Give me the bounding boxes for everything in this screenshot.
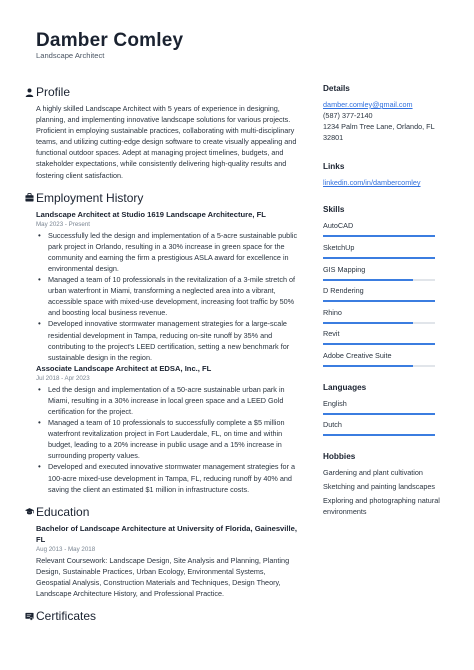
skills-list — [323, 220, 451, 371]
language-name: English — [323, 398, 347, 408]
degree-title: Bachelor of Landscape Architecture at University of Florida, Gainesville, FL — [36, 523, 297, 544]
skill-bar-fill — [323, 322, 413, 324]
main-column — [22, 84, 300, 627]
coursework-text: Relevant Coursework: Landscape Design, Site Analysis and Planning, Planting Design, Sustainable Practices, Urban Ecology, Environmental Systems, Geospatial Analysis, Construction Materials and Techniques, Design Theory, Landscape Architecture History, and Professional Practice. — [36, 555, 290, 598]
language-item — [323, 398, 451, 420]
hobby-item: Exploring and photographing natural environments — [323, 496, 440, 517]
language-item — [323, 419, 451, 441]
job-title: Associate Landscape Architect at EDSA, Inc., FL — [36, 363, 212, 373]
skill-name: Revit — [323, 329, 340, 339]
skill-bar — [323, 257, 435, 259]
skills-heading: Skills — [323, 205, 345, 215]
skill-bar — [323, 300, 435, 302]
profile-text: A highly skilled Landscape Architect with 5 years of experience in designing, planning, and implementing innovative landscape solutions for various projects. Proficient in employing sustainable practices, collaborating with multi-disciplinary teams, and utilizing cutting-edge design software to create visually appealing and functional outdoor spaces. Adept at managing project timelines, budgets, and stakeholder expectations, while consistently delivering high-quality results and fostering client satisfaction. — [36, 104, 297, 180]
skill-item — [323, 264, 451, 286]
skill-bar-fill — [323, 300, 435, 302]
skill-bar — [323, 235, 435, 237]
language-bar-fill — [323, 413, 435, 415]
address-text: 1234 Palm Tree Lane, Orlando, FL 32801 — [323, 122, 435, 143]
hobby-item: Sketching and painting landscapes — [323, 481, 436, 491]
job-bullet: • Successfully led the design and implementation of a 5-acre sustainable public park project in Orlando, resulting in a 30% increase in green space for the community and earning the firm a prestigious ASLA award for excellence in environmental design. — [48, 230, 300, 274]
skill-item — [323, 285, 451, 307]
job-dates: May 2023 - Present — [36, 220, 90, 228]
skill-name: AutoCAD — [323, 221, 354, 231]
skill-bar — [323, 365, 435, 367]
details-heading: Details — [323, 84, 350, 93]
name-heading: Damber Comley — [36, 30, 184, 51]
hobby-item: Gardening and plant cultivation — [323, 467, 423, 477]
skill-name: D Rendering — [323, 286, 364, 296]
job-bullet: • Led the design and implementation of a 50-acre sustainable urban park in Miami, resulting in a 30% increase in local green space and a LEED Gold certification for the project. — [48, 384, 300, 417]
certificates-section — [22, 608, 300, 624]
skill-name: Adobe Creative Suite — [323, 351, 392, 361]
employment-heading: Employment History — [36, 190, 144, 205]
skill-bar-fill — [323, 257, 435, 259]
sidebar-column — [323, 84, 451, 520]
job-title: Landscape Architect at Studio 1619 Landscape Architecture, FL — [36, 209, 266, 219]
skill-bar-fill — [323, 235, 435, 237]
employment-section — [22, 190, 300, 495]
linkedin-link[interactable]: linkedin.com/in/dambercomley — [323, 178, 421, 188]
person-icon — [22, 88, 36, 97]
skill-bar-fill — [323, 279, 413, 281]
job-entry — [22, 363, 300, 495]
skill-name: SketchUp — [323, 243, 355, 253]
skill-item — [323, 242, 451, 264]
skill-item — [323, 328, 451, 350]
email-link[interactable]: damber.comley@gmail.com — [323, 100, 413, 109]
profile-heading: Profile — [36, 85, 71, 99]
job-entry — [22, 209, 300, 363]
language-name: Dutch — [323, 420, 342, 430]
job-title-subheading: Landscape Architect — [36, 51, 105, 60]
profile-section — [22, 84, 300, 181]
links-heading: Links — [323, 162, 345, 172]
language-bar — [323, 413, 435, 415]
skill-name: GIS Mapping — [323, 264, 366, 274]
job-bullet: • Developed and executed innovative stormwater management strategies for a 100-acre mixed-use development in Tampa, FL, reducing runoff by 40% and saving the client an estimated $1 million in infrastructure costs. — [48, 461, 300, 494]
skill-bar — [323, 322, 435, 324]
education-section — [22, 504, 300, 599]
skill-item — [323, 307, 451, 329]
phone-text: (587) 377-2140 — [323, 111, 373, 121]
job-bullet: • Managed a team of 10 professionals in the revitalization of a 3-mile stretch of urban waterfront in Miami, transforming a neglected area into a vibrant, accessible space with mixed-use development, increasing foot traffic by 50% and boosting local business revenue. — [48, 274, 300, 318]
job-dates: Jul 2018 - Apr 2023 — [36, 374, 90, 382]
skill-bar-fill — [323, 343, 435, 345]
skill-bar-fill — [323, 365, 413, 367]
certificate-icon — [22, 612, 36, 621]
languages-heading: Languages — [323, 382, 367, 392]
skills-section — [323, 205, 451, 371]
skill-bar — [323, 343, 435, 345]
job-bullet: • Developed innovative stormwater management strategies for a large-scale residential development in Tampa, reducing on-site runoff by 35% and contributing to the project's LEED certification, setting a new benchmark for sustainable design in the region. — [48, 318, 300, 362]
details-section — [323, 84, 451, 143]
hobbies-heading: Hobbies — [323, 451, 356, 461]
links-section — [323, 162, 451, 188]
education-dates: Aug 2013 - May 2018 — [36, 545, 96, 553]
graduation-cap-icon — [22, 507, 36, 516]
languages-section — [323, 383, 451, 441]
language-bar-fill — [323, 434, 435, 436]
skill-bar — [323, 279, 435, 281]
job-bullet: • Managed a team of 10 professionals to successfully complete a $5 million waterfront revitalization project in Fort Lauderdale, FL, on time and within budget, leading to a 20% increase in public usage and a 15% increase in surrounding property values. — [48, 417, 300, 461]
job-bullets — [22, 230, 300, 363]
education-heading: Education — [36, 504, 90, 519]
job-bullets — [22, 384, 300, 495]
skill-name: Rhino — [323, 307, 342, 317]
briefcase-icon — [22, 193, 36, 202]
skill-item — [323, 220, 451, 242]
skill-item — [323, 350, 451, 372]
certificates-heading: Certificates — [36, 609, 97, 624]
hobbies-section — [323, 452, 451, 517]
language-bar — [323, 434, 435, 436]
